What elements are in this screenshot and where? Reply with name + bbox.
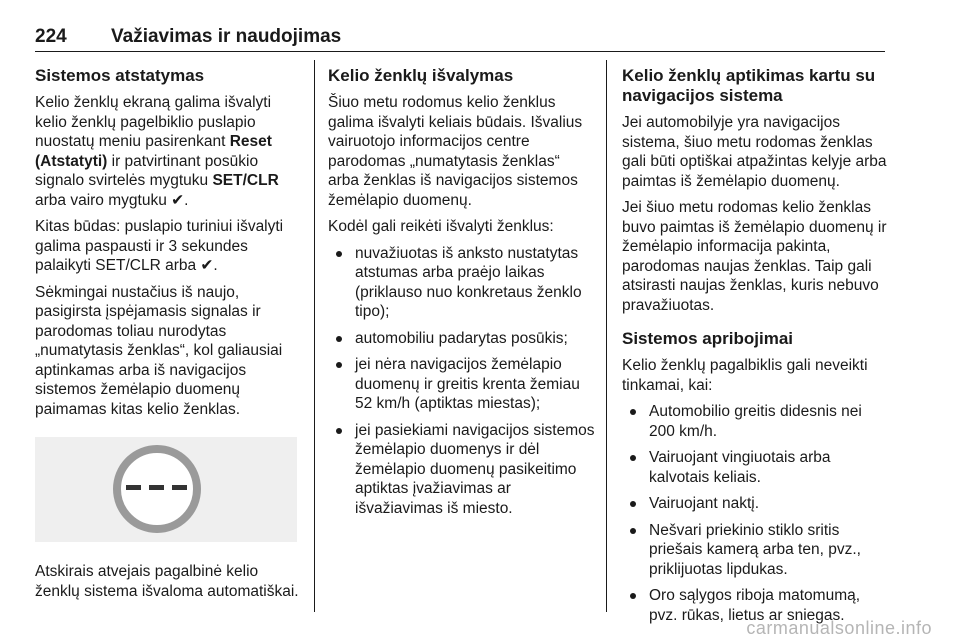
paragraph-reset-alt: Kitas būdas: puslapio turiniui išvalyti galima paspausti ir 3 sekundes palaikyti SET/CLR arba ✔. — [35, 218, 284, 274]
column-3 — [622, 66, 890, 632]
bullet-icon — [630, 593, 636, 599]
paragraph-reset-success: Sėkmingai nustačius iš naujo, pasigirsta įspėjamasis signalas ir parodomas toliau nurodytas „numatytasis ženklas“, kol galiausiai aptinkamas arba iš navigacijos sistemos žemėlapio duomenų paimamas kitas kelio ženklas. — [35, 283, 283, 418]
page-number: 224 — [35, 26, 67, 47]
column-divider-1 — [314, 60, 315, 612]
bullet-icon — [336, 362, 342, 368]
default-sign-icon — [35, 437, 297, 542]
default-sign-figure — [35, 437, 297, 542]
bullet-icon — [630, 409, 636, 415]
paragraph-navigation-2: Jei šiuo metu rodomas kelio ženklas buvo paimtas iš žemėlapio duomenų ir žemėlapio informacija pakinta, parodomas naujas ženklas. Taip gali atsirasti naujas ženklas, kuris nebuvo pravažiuotas. — [622, 199, 887, 314]
header-divider — [35, 51, 885, 52]
watermark: carmanualsonline.info — [746, 618, 932, 638]
bullet-icon — [630, 455, 636, 461]
bullet-icon — [336, 336, 342, 342]
reset-term: Reset (Atstatyti) — [35, 133, 272, 170]
page-title: Važiavimas ir naudojimas — [111, 26, 342, 47]
section-heading-reset: Sistemos atstatymas — [35, 66, 205, 85]
list-item: nuvažiuotas iš anksto nustatytas atstumas arba praėjo laikas (priklauso nuo konkretaus ženklo tipo); — [328, 244, 595, 322]
bullet-icon — [630, 528, 636, 534]
section-heading-limitations: Sistemos apribojimai — [622, 329, 793, 348]
list-item: Oro sąlygos riboja matomumą, pvz. rūkas, lietus ar sniegas. — [622, 586, 890, 625]
column-divider-2 — [606, 60, 607, 612]
column-2 — [328, 66, 595, 525]
limitations-list — [622, 402, 890, 625]
set-clr-term: SET/CLR — [212, 172, 279, 189]
section-heading-clear: Kelio ženklų išvalymas — [328, 66, 514, 85]
clear-reasons-list — [328, 244, 595, 519]
list-item: jei nėra navigacijos žemėlapio duomenų ir greitis krenta žemiau 52 km/h (aptiktas miestas); — [328, 355, 595, 414]
page-header — [35, 26, 885, 52]
bullet-icon — [336, 251, 342, 257]
list-item: automobiliu padarytas posūkis; — [328, 329, 595, 349]
column-1 — [35, 66, 300, 608]
paragraph-clear-intro: Šiuo metu rodomus kelio ženklus galima išvalyti keliais būdais. Išvalius vairuotojo informacijos centre parodomas „numatytasis ženklas“ arba ženklas iš navigacijos sistemos žemėlapio duomenų. — [328, 94, 583, 209]
section-heading-navigation: Kelio ženklų aptikimas kartu su navigacijos sistema — [622, 66, 876, 105]
paragraph-navigation-1: Jei automobilyje yra navigacijos sistema, šiuo metu rodomas ženklas gali būti optiškai atpažintas kelyje arba paimtas iš žemėlapio duomenų. — [622, 114, 887, 190]
list-item: Vairuojant naktį. — [622, 494, 890, 514]
list-item: Automobilio greitis didesnis nei 200 km/h. — [622, 402, 890, 441]
list-item: jei pasiekiami navigacijos sistemos žemėlapio duomenys ir dėl žemėlapio duomenų pasikeitimo aptiktas įvažiavimas ar išvažiavimas iš miesto. — [328, 421, 595, 519]
list-item: Vairuojant vingiuotais arba kalvotais keliais. — [622, 448, 890, 487]
bullet-icon — [630, 501, 636, 507]
paragraph-auto-clear: Atskirais atvejais pagalbinė kelio ženklų sistema išvaloma automatiškai. — [35, 563, 299, 600]
bullet-icon — [336, 428, 342, 434]
list-item: Nešvari priekinio stiklo sritis priešais kamerą arba ten, pvz., priklijuotas lipdukas. — [622, 521, 890, 580]
paragraph-limitations-intro: Kelio ženklų pagalbiklis gali neveikti tinkamai, kai: — [622, 357, 868, 394]
paragraph-reset-menu: Kelio ženklų ekraną galima išvalyti kelio ženklų pagelbiklio puslapio nuostatų meniu pasirenkant Reset (Atstatyti) ir patvirtinant posūkio signalo svirtelės mygtuku SET/CLR arba vairo mygtuku ✔. — [35, 94, 279, 209]
paragraph-clear-reasons: Kodėl gali reikėti išvalyti ženklus: — [328, 218, 554, 235]
